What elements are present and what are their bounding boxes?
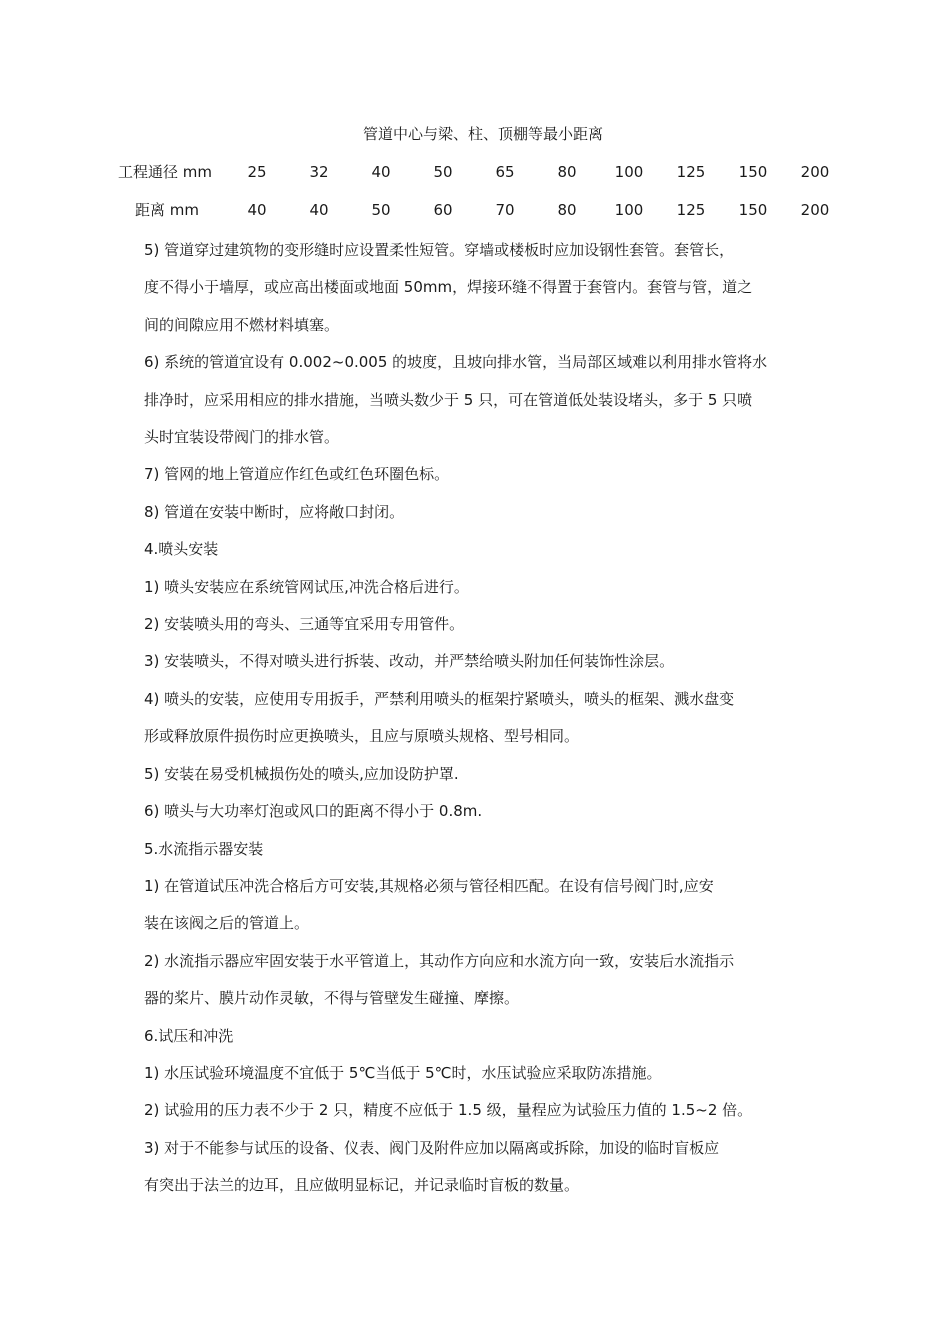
text-line: 装在该阀之后的管道上。 [144,914,310,933]
text-line: 2) 水流指示器应牢固安装于水平管道上，其动作方向应和水流方向一致，安装后水流指示 [144,951,735,970]
text-line: 度不得小于墙厚，或应高出楼面或地面 50mm，焊接环缝不得置于套管内。套管与管，道之 [144,278,753,297]
text-line: 器的桨片、膜片动作灵敏，不得与管壁发生碰撞、摩擦。 [144,989,520,1008]
table-cell: 80 [557,163,577,181]
text-line: 2) 安装喷头用的弯头、三通等宜采用专用管件。 [144,615,465,634]
table-cell: 70 [495,201,515,219]
text-line: 6) 系统的管道宜设有 0.002~0.005 的坡度，且坡向排水管，当局部区域难以利用排水管将水 [144,353,768,372]
text-line: 排净时，应采用相应的排水措施，当喷头数少于 5 只，可在管道低处装设堵头，多于 5 只喷 [144,390,753,409]
table-cell: 200 [800,201,830,219]
text-line: 3) 安装喷头，不得对喷头进行拆装、改动，并严禁给喷头附加任何装饰性涂层。 [144,652,675,671]
text-line: 4) 喷头的安装，应使用专用扳手，严禁利用喷头的框架拧紧喷头，喷头的框架、溅水盘变 [144,689,735,708]
section-heading: 4.喷头安装 [144,540,219,559]
table-cell: 65 [495,163,515,181]
table-cell: 150 [738,201,768,219]
table-cell: 40 [247,201,267,219]
text-line: 8) 管道在安装中断时，应将敞口封闭。 [144,502,405,521]
section-heading: 5.水流指示器安装 [144,839,264,858]
text-line: 1) 水压试验环境温度不宜低于 5℃当低于 5℃时，水压试验应采取防冻措施。 [144,1063,662,1082]
table-cell: 125 [676,163,706,181]
table-cell: 25 [247,163,267,181]
table-row-distance [0,199,950,221]
text-line: 3) 对于不能参与试压的设备、仪表、阀门及附件应加以隔离或拆除，加设的临时盲板应 [144,1138,720,1157]
text-line: 2) 试验用的压力表不少于 2 只，精度不应低于 1.5 级，量程应为试验压力值的 1.5~2 倍。 [144,1101,753,1120]
table-title: 管道中心与梁、柱、顶棚等最小距离 [362,125,603,143]
text-line: 7) 管网的地上管道应作红色或红色环圈色标。 [144,465,450,484]
table-cell: 125 [676,201,706,219]
row-label: 距离 mm [135,201,199,219]
row-label: 工程通径 mm [118,163,212,181]
text-line: 头时宜装设带阀门的排水管。 [144,428,340,447]
table-cell: 80 [557,201,577,219]
table-row-diameter [0,161,950,183]
table-cell: 40 [309,201,329,219]
text-line: 5) 安装在易受机械损伤处的喷头,应加设防护罩. [144,764,459,783]
table-cell: 150 [738,163,768,181]
text-line: 5) 管道穿过建筑物的变形缝时应设置柔性短管。穿墙或楼板时应加设钢性套管。套管长， [144,241,735,259]
table-cell: 32 [309,163,329,181]
section-heading: 6.试压和冲洗 [144,1026,234,1045]
text-line: 6) 喷头与大功率灯泡或风口的距离不得小于 0.8m. [144,802,483,821]
text-line: 间的间隙应用不燃材料填塞。 [144,315,340,334]
text-line: 1) 在管道试压冲洗合格后方可安装,其规格必须与管径相匹配。在设有信号阀门时,应安 [144,876,714,895]
table-cell: 200 [800,163,830,181]
table-cell: 100 [614,201,644,219]
text-line: 形或释放原件损伤时应更换喷头，且应与原喷头规格、型号相同。 [144,727,580,746]
text-line: 1) 喷头安装应在系统管网试压,冲洗合格后进行。 [144,577,469,596]
table-cell: 50 [433,163,453,181]
table-cell: 100 [614,163,644,181]
document-body [144,232,820,1205]
table-cell: 40 [371,163,391,181]
text-line: 有突出于法兰的边耳，且应做明显标记，并记录临时盲板的数量。 [144,1176,580,1195]
table-cell: 50 [371,201,391,219]
table-cell: 60 [433,201,453,219]
